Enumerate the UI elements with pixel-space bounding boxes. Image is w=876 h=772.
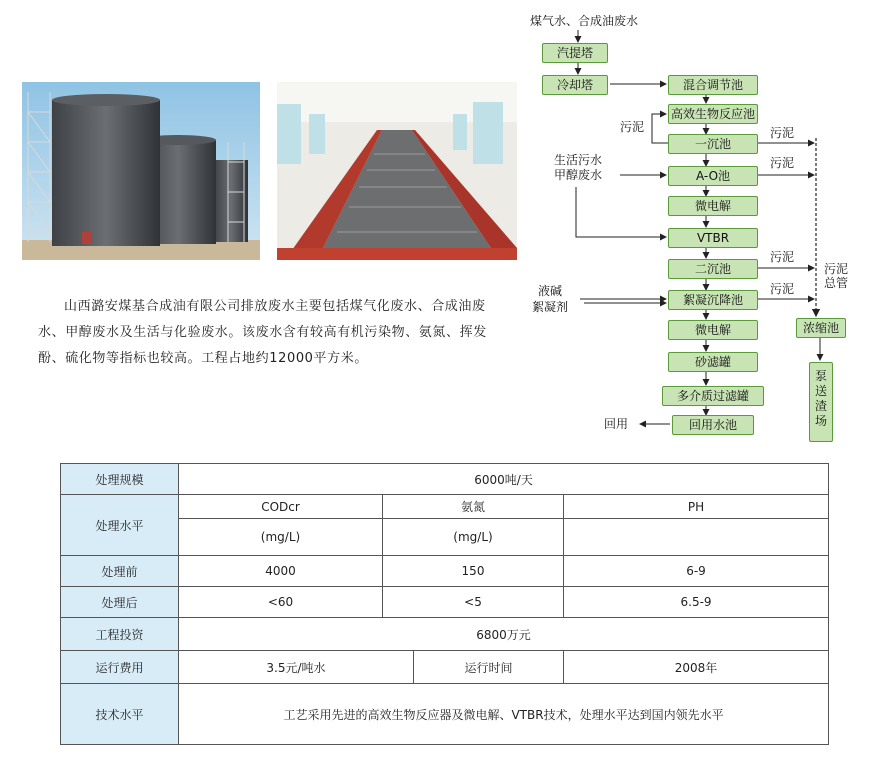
flow-step-primary-settler: 一沉池	[668, 134, 758, 154]
before-label: 处理前	[61, 556, 179, 587]
after-cod: <60	[179, 587, 383, 618]
flow-step-multimedia-filter: 多介质过滤罐	[662, 386, 764, 406]
flow-step-stripping-tower: 汽提塔	[542, 43, 608, 63]
tech-value: 工艺采用先进的高效生物反应器及微电解、VTBR技术，处理水平达到国内领先水平	[179, 684, 829, 745]
scale-label: 处理规模	[61, 464, 179, 495]
project-data-table	[60, 463, 829, 745]
after-label: 处理后	[61, 587, 179, 618]
table-row-after	[61, 587, 829, 618]
col-ph-unit	[564, 519, 829, 556]
reuse-label: 回用	[604, 417, 629, 431]
flow-step-cooling-tower: 冷却塔	[542, 75, 608, 95]
cost-value: 3.5元/吨水	[179, 651, 414, 684]
table-row-before	[61, 556, 829, 587]
before-nh3: 150	[383, 556, 564, 587]
table-row-investment	[61, 618, 829, 651]
sludge-main-label-2: 总管	[824, 276, 849, 290]
before-cod: 4000	[179, 556, 383, 587]
flow-step-reuse-tank: 回用水池	[672, 415, 754, 435]
invest-value: 6800万元	[179, 618, 829, 651]
recycle-sludge-label: 污泥	[620, 120, 645, 134]
intro-paragraph: 山西潞安煤基合成油有限公司排放废水主要包括煤气化废水、合成油废水、甲醇废水及生活与化验废水。该废水含有较高有机污染物、氨氮、挥发酚、硫化物等指标也较高。工程占地约12000平方米。	[38, 299, 487, 366]
flow-step-vtbr: VTBR	[668, 228, 758, 248]
tech-label: 技术水平	[61, 684, 179, 745]
flow-thickener: 浓缩池	[796, 318, 846, 338]
time-label: 运行时间	[414, 651, 564, 684]
col-nh3-name: 氨氮	[383, 495, 564, 519]
sludge-main-label-1: 污泥	[824, 262, 849, 276]
tanks-photo	[22, 82, 260, 260]
cost-label: 运行费用	[61, 651, 179, 684]
sludge-label-3: 污泥	[770, 250, 795, 264]
flow-step-ao-tank: A-O池	[668, 166, 758, 186]
scale-value: 6000吨/天	[179, 464, 829, 495]
sludge-label-4: 污泥	[770, 282, 795, 296]
flow-source-label: 煤气水、合成油废水	[530, 14, 639, 28]
flow-step-bioreactor: 高效生物反应池	[668, 104, 758, 124]
table-row-tech	[61, 684, 829, 745]
col-nh3-unit: (mg/L)	[383, 519, 564, 556]
after-ph: 6.5-9	[564, 587, 829, 618]
col-cod-unit: (mg/L)	[179, 519, 383, 556]
sludge-label-1: 污泥	[770, 126, 795, 140]
before-ph: 6-9	[564, 556, 829, 587]
level-label: 处理水平	[61, 495, 179, 556]
alkali-label: 液碱	[538, 284, 563, 298]
flocculant-label: 絮凝剂	[532, 300, 569, 314]
flow-step-secondary-settler: 二沉池	[668, 259, 758, 279]
table-row-cost	[61, 651, 829, 684]
flow-step-flocculation-tank: 絮凝沉降池	[668, 290, 758, 310]
process-flowchart	[520, 0, 876, 450]
col-cod-name: CODcr	[179, 495, 383, 519]
flow-step-micro-electrolysis-1: 微电解	[668, 196, 758, 216]
methanol-wastewater-label: 甲醇废水	[554, 168, 603, 182]
col-ph-name: PH	[564, 495, 829, 519]
table-row-scale	[61, 464, 829, 495]
table-row-level	[61, 495, 829, 519]
invest-label: 工程投资	[61, 618, 179, 651]
domestic-sewage-label: 生活污水	[554, 153, 603, 167]
flow-pump-to-slag	[809, 362, 833, 442]
time-value: 2008年	[564, 651, 829, 684]
flow-step-sand-filter: 砂滤罐	[668, 352, 758, 372]
after-nh3: <5	[383, 587, 564, 618]
flow-step-micro-electrolysis-2: 微电解	[668, 320, 758, 340]
pump-to-slag-label: 泵 送 渣 场	[814, 369, 827, 428]
sludge-label-2: 污泥	[770, 156, 795, 170]
flow-step-mixing-tank: 混合调节池	[668, 75, 758, 95]
basin-photo	[277, 82, 517, 260]
